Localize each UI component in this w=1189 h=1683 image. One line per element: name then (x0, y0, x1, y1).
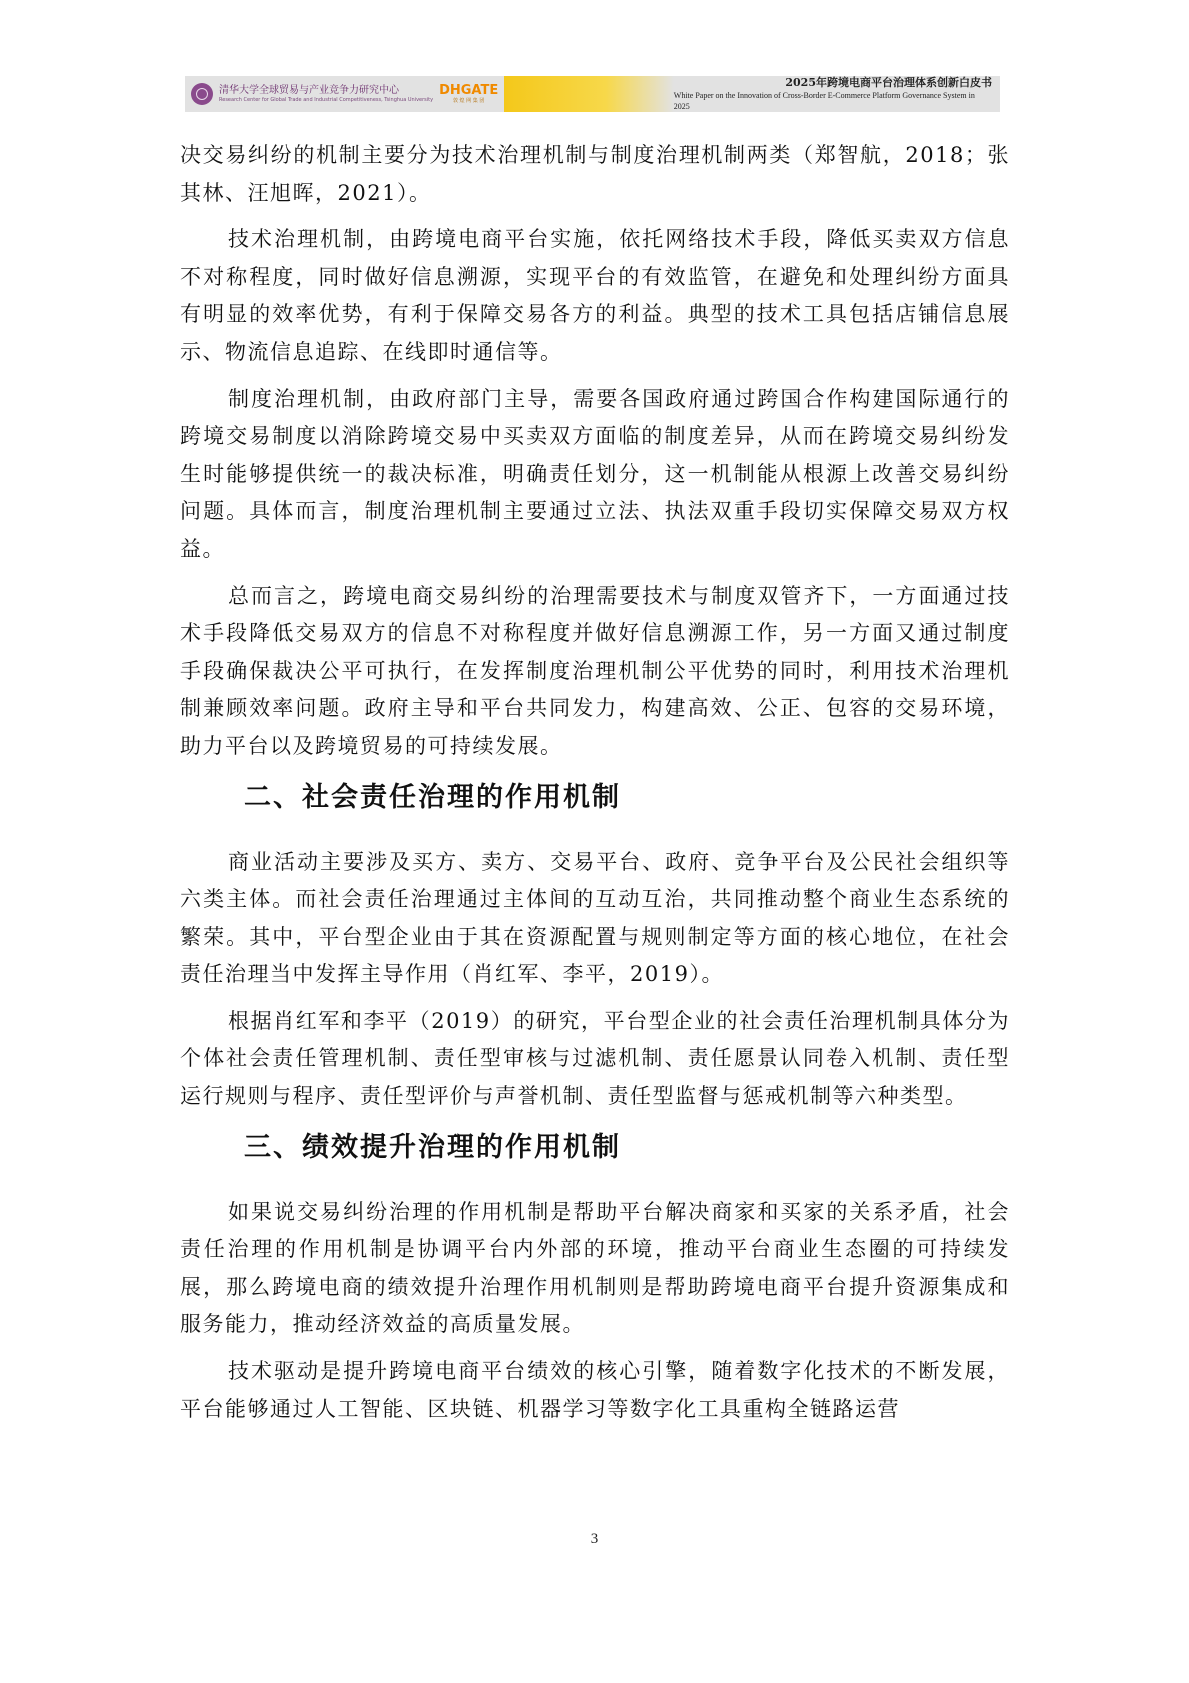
header-subtitle: White Paper on the Innovation of Cross-Border E-Commerce Platform Governance System in 2025 (673, 91, 975, 111)
paragraph-institutional-governance: 制度治理机制，由政府部门主导，需要各国政府通过跨国合作构建国际通行的跨境交易制度以消除跨境交易中买卖双方面临的制度差异，从而在跨境交易纠纷发生时能够提供统一的裁决标准，明确责任划分，这一机制能从根源上改善交易纠纷问题。具体而言，制度治理机制主要通过立法、执法双重手段切实保障交易双方权益。 (180, 386, 1010, 561)
header-title: 2025年跨境电商平台治理体系创新白皮书 (785, 76, 992, 89)
org-name-block (219, 85, 433, 104)
paragraph-technical-governance: 技术治理机制，由跨境电商平台实施，依托网络技术手段，降低买卖双方信息不对称程度，同时做好信息溯源，实现平台的有效监管，在避免和处理纠纷方面具有明显的效率优势，有利于保障交易各方的利益。典型的技术工具包括店铺信息展示、物流信息追踪、在线即时通信等。 (180, 227, 1010, 364)
org-name-en: Research Center for Global Trade and Industrial Competitiveness, Tsinghua University (219, 96, 434, 103)
header-accent-band (504, 76, 674, 112)
dhgate-logo (439, 84, 498, 104)
paragraph-six-mechanisms: 根据肖红军和李平（2019）的研究，平台型企业的社会责任治理机制具体分为个体社会责任管理机制、责任型审核与过滤机制、责任愿景认同卷入机制、责任型运行规则与程序、责任型评价与声誉机制、责任型监督与惩戒机制等六种类型。 (180, 1008, 1010, 1109)
page-number: 3 (590, 1531, 599, 1547)
university-seal-icon (191, 83, 213, 105)
tsinghua-logo (191, 76, 433, 112)
org-name-cn: 清华大学全球贸易与产业竞争力研究中心 (219, 84, 399, 96)
paragraph-business-actors: 商业活动主要涉及买方、卖方、交易平台、政府、竞争平台及公民社会组织等六类主体。而社会责任治理通过主体间的互动互治，共同推动整个商业生态系统的繁荣。其中，平台型企业由于其在资源配置与规则制定等方面的核心地位，在社会责任治理当中发挥主导作用（肖红军、李平，2019）。 (180, 849, 1010, 987)
paragraph-summary: 总而言之，跨境电商交易纠纷的治理需要技术与制度双管齐下，一方面通过技术手段降低交易双方的信息不对称程度并做好信息溯源工作，另一方面又通过制度手段确保裁决公平可执行，在发挥制度治理机制公平优势的同时，利用技术治理机制兼顾效率问题。政府主导和平台共同发力，构建高效、公正、包容的交易环境，助力平台以及跨境贸易的可持续发展。 (180, 583, 1010, 758)
paragraph-performance-intro: 如果说交易纠纷治理的作用机制是帮助平台解决商家和买家的关系矛盾，社会责任治理的作用机制是协调平台内外部的环境，推动平台商业生态圈的可持续发展，那么跨境电商的绩效提升治理作用机制则是帮助跨境电商平台提升资源集成和服务能力，推动经济效益的高质量发展。 (180, 1199, 1010, 1337)
running-header (185, 76, 1000, 112)
page-body (180, 137, 1010, 1437)
section-heading-performance: 三、绩效提升治理的作用机制 (244, 1131, 621, 1163)
header-titles (674, 76, 992, 112)
dhgate-subtitle: 敦 煌 网 集 团 (452, 98, 485, 104)
dhgate-wordmark: DHGATE (439, 83, 499, 98)
paragraph-continuation: 决交易纠纷的机制主要分为技术治理机制与制度治理机制两类（郑智航，2018；张其林、汪旭晖，2021）。 (180, 143, 1010, 205)
paragraph-technology-driven: 技术驱动是提升跨境电商平台绩效的核心引擎，随着数字化技术的不断发展，平台能够通过人工智能、区块链、机器学习等数字化工具重构全链路运营 (180, 1359, 1010, 1421)
section-heading-social-responsibility: 二、社会责任治理的作用机制 (244, 781, 621, 813)
